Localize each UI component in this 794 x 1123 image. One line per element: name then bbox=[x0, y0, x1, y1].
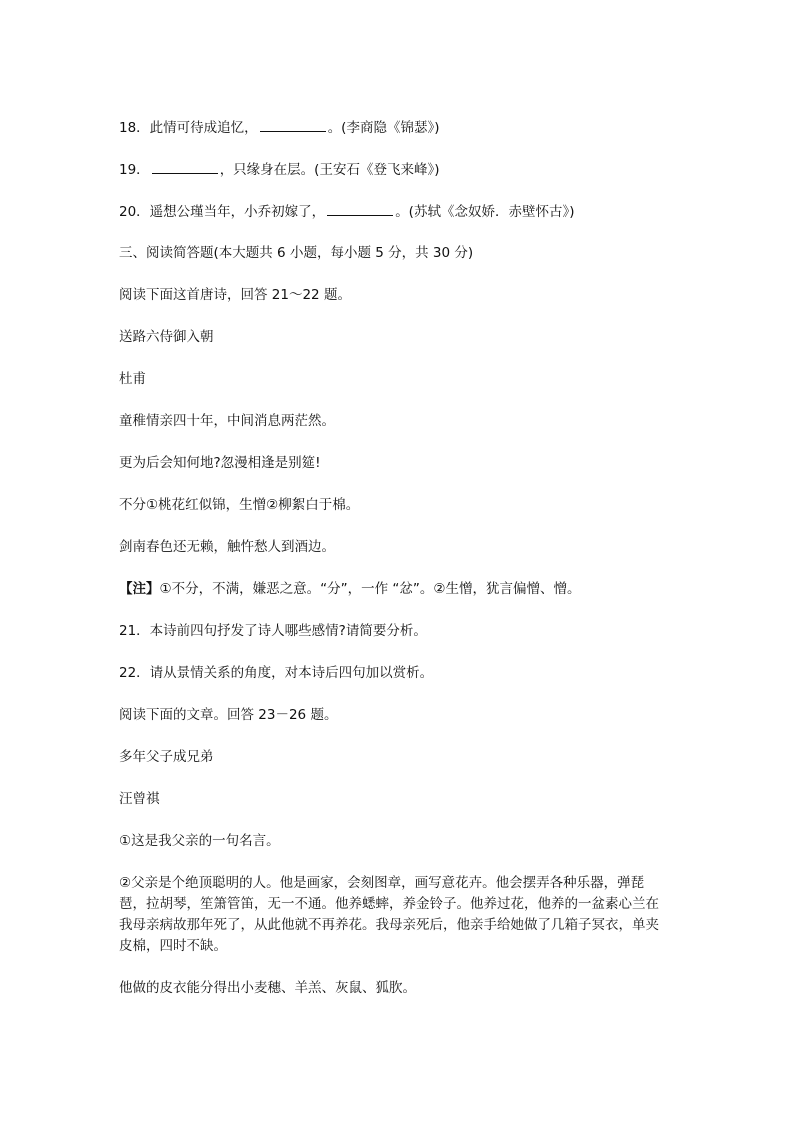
answer-blank-20 bbox=[327, 201, 393, 216]
poem-line-3: 不分①桃花红似锦，生憎②柳絮白于棉。 bbox=[119, 497, 360, 513]
article-paragraph-1: ①这是我父亲的一句名言。 bbox=[119, 833, 280, 849]
question-20-source: 。(苏轼《念奴娇．赤壁怀古》) bbox=[395, 204, 575, 220]
poem-line-2: 更为后会知何地?忽漫相逢是别筵! bbox=[119, 455, 321, 471]
question-18 bbox=[119, 117, 679, 139]
question-19 bbox=[119, 159, 679, 181]
section-heading: 三、阅读简答题(本大题共 6 小题，每小题 5 分，共 30 分) bbox=[119, 245, 474, 261]
article-title: 多年父子成兄弟 bbox=[119, 749, 214, 765]
note-label: 【注】 bbox=[119, 581, 160, 597]
article-paragraph-2: ②父亲是个绝顶聪明的人。他是画家，会刻图章，画写意花卉。他会摆弄各种乐器，弹琵琶，拉胡琴，笙箫管笛，无一不通。他养蟋蟀，养金铃子。他养过花，他养的一盆素心兰在我母亲病故那年死了，从此他就不再养花。我母亲死后，他亲手给她做了几箱子冥衣，单夹皮棉，四时不缺。 bbox=[119, 875, 659, 954]
question-20 bbox=[119, 201, 679, 223]
question-22: 22．请从景情关系的角度，对本诗后四句加以赏析。 bbox=[119, 665, 434, 681]
question-18-text: 18．此情可待成追忆， bbox=[119, 120, 258, 136]
poem-line-4: 剑南春色还无赖，触忤愁人到酒边。 bbox=[119, 539, 335, 555]
article-author: 汪曾祺 bbox=[119, 791, 160, 807]
poem-intro: 阅读下面这首唐诗，回答 21～22 题。 bbox=[119, 287, 351, 303]
article-paragraph-3: 他做的皮衣能分得出小麦穗、羊羔、灰鼠、狐肷。 bbox=[119, 980, 416, 996]
question-19-text: ，只缘身在层。(王安石《登飞来峰》) bbox=[219, 162, 440, 178]
answer-blank-18 bbox=[260, 117, 326, 132]
answer-blank-19 bbox=[152, 159, 218, 174]
question-19-number: 19． bbox=[119, 162, 150, 178]
poem-line-1: 童稚情亲四十年，中间消息两茫然。 bbox=[119, 413, 335, 429]
poem-title: 送路六侍御入朝 bbox=[119, 329, 214, 345]
poem-author: 杜甫 bbox=[119, 371, 146, 387]
article-intro: 阅读下面的文章。回答 23－26 题。 bbox=[119, 707, 338, 723]
poem-note bbox=[119, 579, 679, 600]
question-21: 21．本诗前四句抒发了诗人哪些感情?请简要分析。 bbox=[119, 623, 427, 639]
question-18-source: 。(李商隐《锦瑟》) bbox=[327, 120, 440, 136]
note-text: ①不分，不满，嫌恶之意。“分”，一作 “忿”。②生憎，犹言偏憎、憎。 bbox=[159, 581, 581, 597]
question-20-text: 20．遥想公瑾当年，小乔初嫁了， bbox=[119, 204, 326, 220]
